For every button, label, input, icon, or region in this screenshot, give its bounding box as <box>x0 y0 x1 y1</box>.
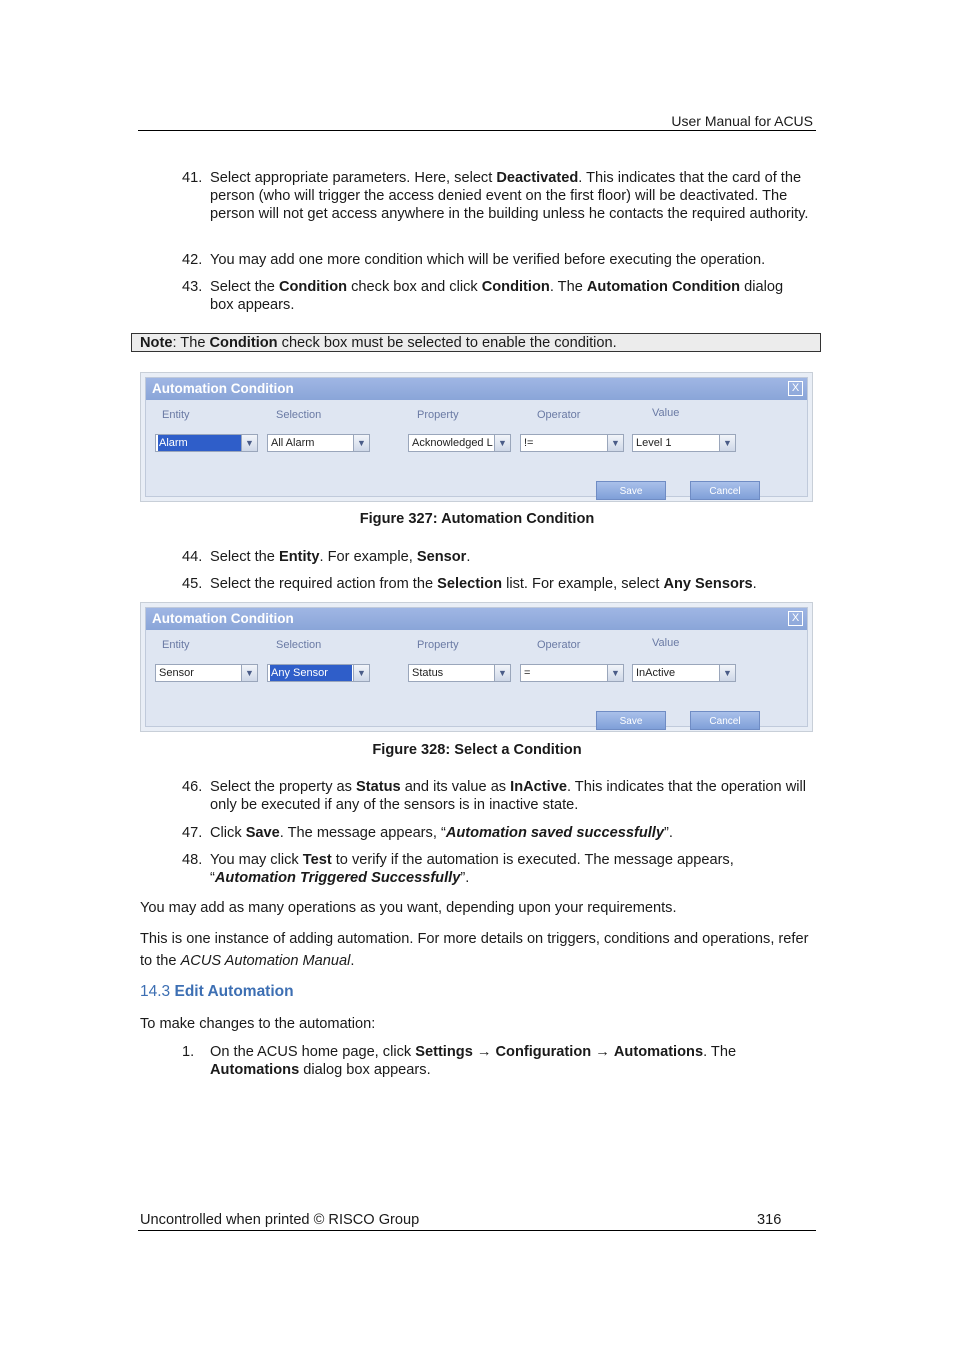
chevron-down-icon[interactable]: ▼ <box>719 665 735 681</box>
operator-value: != <box>524 437 534 449</box>
paragraph: You may add as many operations as you want, depending upon your requirements. <box>140 900 677 916</box>
step-number: 44. <box>182 549 203 565</box>
step-number: 42. <box>182 252 203 268</box>
paragraph: This is one instance of adding automation. For more details on triggers, conditions and operations, refer to the ACUS Automation Manual. <box>140 931 809 969</box>
note-label: Note <box>140 335 173 351</box>
cancel-button[interactable]: Cancel <box>690 481 760 500</box>
running-header: User Manual for ACUS <box>671 113 813 129</box>
page-number: 316 <box>757 1212 782 1228</box>
step-text: You may add one more condition which will be verified before executing the operation. <box>210 252 766 268</box>
step-text: Select the Entity. For example, Sensor. <box>210 549 471 565</box>
entity-select[interactable] <box>155 434 258 452</box>
selection-label: Selection <box>276 639 322 651</box>
value-label: Value <box>652 407 680 419</box>
section-title: Edit Automation <box>174 983 294 1000</box>
close-icon[interactable]: X <box>788 381 803 396</box>
figure-caption: Figure 327: Automation Condition <box>359 511 595 527</box>
step-number: 47. <box>182 825 203 841</box>
operator-label: Operator <box>537 639 581 651</box>
chevron-down-icon[interactable]: ▼ <box>607 665 623 681</box>
section-number: 14.3 <box>140 983 171 1000</box>
dialog-body <box>145 607 808 727</box>
automation-condition-dialog-2 <box>140 602 813 732</box>
selection-value: All Alarm <box>271 437 315 449</box>
close-icon[interactable]: X <box>788 611 803 626</box>
value-label: Value <box>652 637 680 649</box>
entity-label: Entity <box>162 409 190 421</box>
step-number: 1. <box>182 1044 195 1060</box>
property-select[interactable] <box>408 434 511 452</box>
chevron-down-icon[interactable]: ▼ <box>719 435 735 451</box>
value-select[interactable] <box>632 434 736 452</box>
dialog-title: Automation Condition <box>146 378 807 400</box>
figure-caption: Figure 328: Select a Condition <box>372 742 582 758</box>
operator-select[interactable] <box>520 434 624 452</box>
operator-value: = <box>524 667 531 679</box>
property-label: Property <box>417 409 459 421</box>
chevron-down-icon[interactable]: ▼ <box>494 665 510 681</box>
footer-text: Uncontrolled when printed © RISCO Group <box>140 1212 420 1228</box>
save-button[interactable]: Save <box>596 481 666 500</box>
paragraph: To make changes to the automation: <box>140 1016 376 1032</box>
step-text: Select the required action from the Selection list. For example, select Any Sensors. <box>210 576 757 592</box>
step-number: 43. <box>182 279 203 295</box>
step-text: On the ACUS home page, click Settings → Configuration → Automations. The Automations dialog box appears. <box>210 1044 737 1078</box>
selection-value: Any Sensor <box>270 665 352 681</box>
step-number: 48. <box>182 852 203 868</box>
chevron-down-icon[interactable]: ▼ <box>607 435 623 451</box>
chevron-down-icon[interactable]: ▼ <box>353 435 369 451</box>
selection-select[interactable] <box>267 664 370 682</box>
entity-value: Sensor <box>159 667 194 679</box>
note-box <box>131 333 821 352</box>
chevron-down-icon[interactable]: ▼ <box>241 665 257 681</box>
step-number: 45. <box>182 576 203 592</box>
entity-select[interactable] <box>155 664 258 682</box>
property-label: Property <box>417 639 459 651</box>
step-text: Select the Condition check box and click Condition. The Automation Condition dialog box appears. <box>210 279 784 313</box>
selection-select[interactable] <box>267 434 370 452</box>
value-value: Level 1 <box>636 437 672 449</box>
entity-value: Alarm <box>158 435 242 451</box>
header-rule <box>138 130 816 131</box>
value-value: InActive <box>636 667 676 679</box>
chevron-down-icon[interactable]: ▼ <box>353 665 369 681</box>
step-number: 41. <box>182 170 203 186</box>
step-text: Select the property as Status and its value as InActive. This indicates that the operation will only be executed if any of the sensors is in inactive state. <box>210 779 806 813</box>
property-value: Acknowledged L <box>412 437 493 449</box>
chevron-down-icon[interactable]: ▼ <box>241 435 257 451</box>
dialog-title: Automation Condition <box>146 608 807 630</box>
save-button[interactable]: Save <box>596 711 666 730</box>
automation-condition-dialog-1 <box>140 372 813 502</box>
note-text: : The Condition check box must be selected to enable the condition. <box>172 335 617 351</box>
cancel-button[interactable]: Cancel <box>690 711 760 730</box>
selection-label: Selection <box>276 409 322 421</box>
step-text: Click Save. The message appears, “Automation saved successfully”. <box>210 825 673 841</box>
value-select[interactable] <box>632 664 736 682</box>
operator-select[interactable] <box>520 664 624 682</box>
dialog-body <box>145 377 808 497</box>
step-text: You may click Test to verify if the automation is executed. The message appears, “Automation Triggered Successfully”. <box>210 852 734 886</box>
footer-rule <box>138 1230 816 1231</box>
chevron-down-icon[interactable]: ▼ <box>494 435 510 451</box>
section-heading <box>140 983 294 1001</box>
property-select[interactable] <box>408 664 511 682</box>
step-number: 46. <box>182 779 203 795</box>
property-value: Status <box>412 667 444 679</box>
operator-label: Operator <box>537 409 581 421</box>
step-text: Select appropriate parameters. Here, select Deactivated. This indicates that the card of the person (who will trigger the access denied event on the first floor) will be deactivated. The person will not get access anywhere in the building unless he contacts the required authority. <box>210 170 809 222</box>
entity-label: Entity <box>162 639 190 651</box>
